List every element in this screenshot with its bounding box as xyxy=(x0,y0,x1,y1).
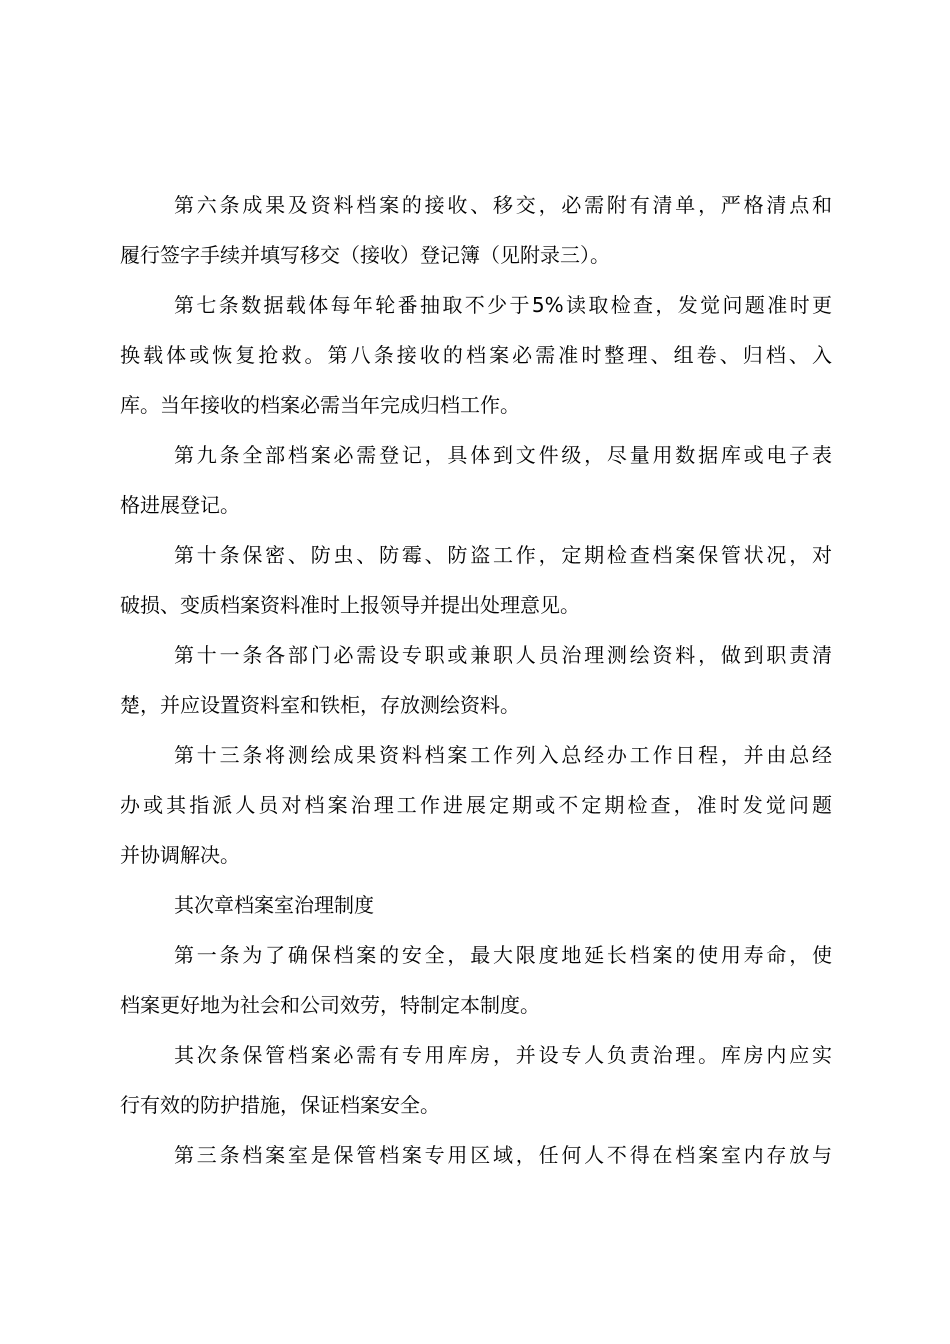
text-line: 档案更好地为社会和公司效劳，特制定本制度。 xyxy=(120,993,540,1017)
text-line: 办或其指派人员对档案治理工作进展定期或不定期检查，准时发觉问题 xyxy=(120,793,832,817)
text-line: 第三条档案室是保管档案专用区域，任何人不得在档案室内存放与 xyxy=(174,1143,832,1167)
text-line: 行有效的防护措施，保证档案安全。 xyxy=(120,1093,440,1117)
text-line: 换载体或恢复抢救。第八条接收的档案必需准时整理、组卷、归档、入 xyxy=(120,343,832,367)
text-line: 破损、变质档案资料准时上报领导并提出处理意见。 xyxy=(120,593,580,617)
text-line: 履行签字手续并填写移交（接收）登记簿（见附录三）。 xyxy=(120,243,610,267)
text-line: 第十三条将测绘成果资料档案工作列入总经办工作日程，并由总经 xyxy=(174,743,832,767)
text-line: 第十条保密、防虫、防霉、防盗工作，定期检查档案保管状况，对 xyxy=(174,543,832,567)
text-line: 其次条保管档案必需有专用库房，并设专人负责治理。库房内应实 xyxy=(174,1043,832,1067)
text-line: 并协调解决。 xyxy=(120,843,240,867)
text-line: 第七条数据载体每年轮番抽取不少于5%读取检查，发觉问题准时更 xyxy=(174,293,832,317)
text-line: 第一条为了确保档案的安全，最大限度地延长档案的使用寿命，使 xyxy=(174,943,832,967)
text-line: 楚，并应设置资料室和铁柜，存放测绘资料。 xyxy=(120,693,520,717)
text-line: 第九条全部档案必需登记，具体到文件级，尽量用数据库或电子表 xyxy=(174,443,832,467)
text-line: 格进展登记。 xyxy=(120,493,240,517)
chapter-heading: 其次章档案室治理制度 xyxy=(174,893,374,917)
text-line: 第十一条各部门必需设专职或兼职人员治理测绘资料，做到职责清 xyxy=(174,643,832,667)
text-line: 第六条成果及资料档案的接收、移交，必需附有清单，严格清点和 xyxy=(174,193,832,217)
text-line: 库。当年接收的档案必需当年完成归档工作。 xyxy=(120,393,520,417)
